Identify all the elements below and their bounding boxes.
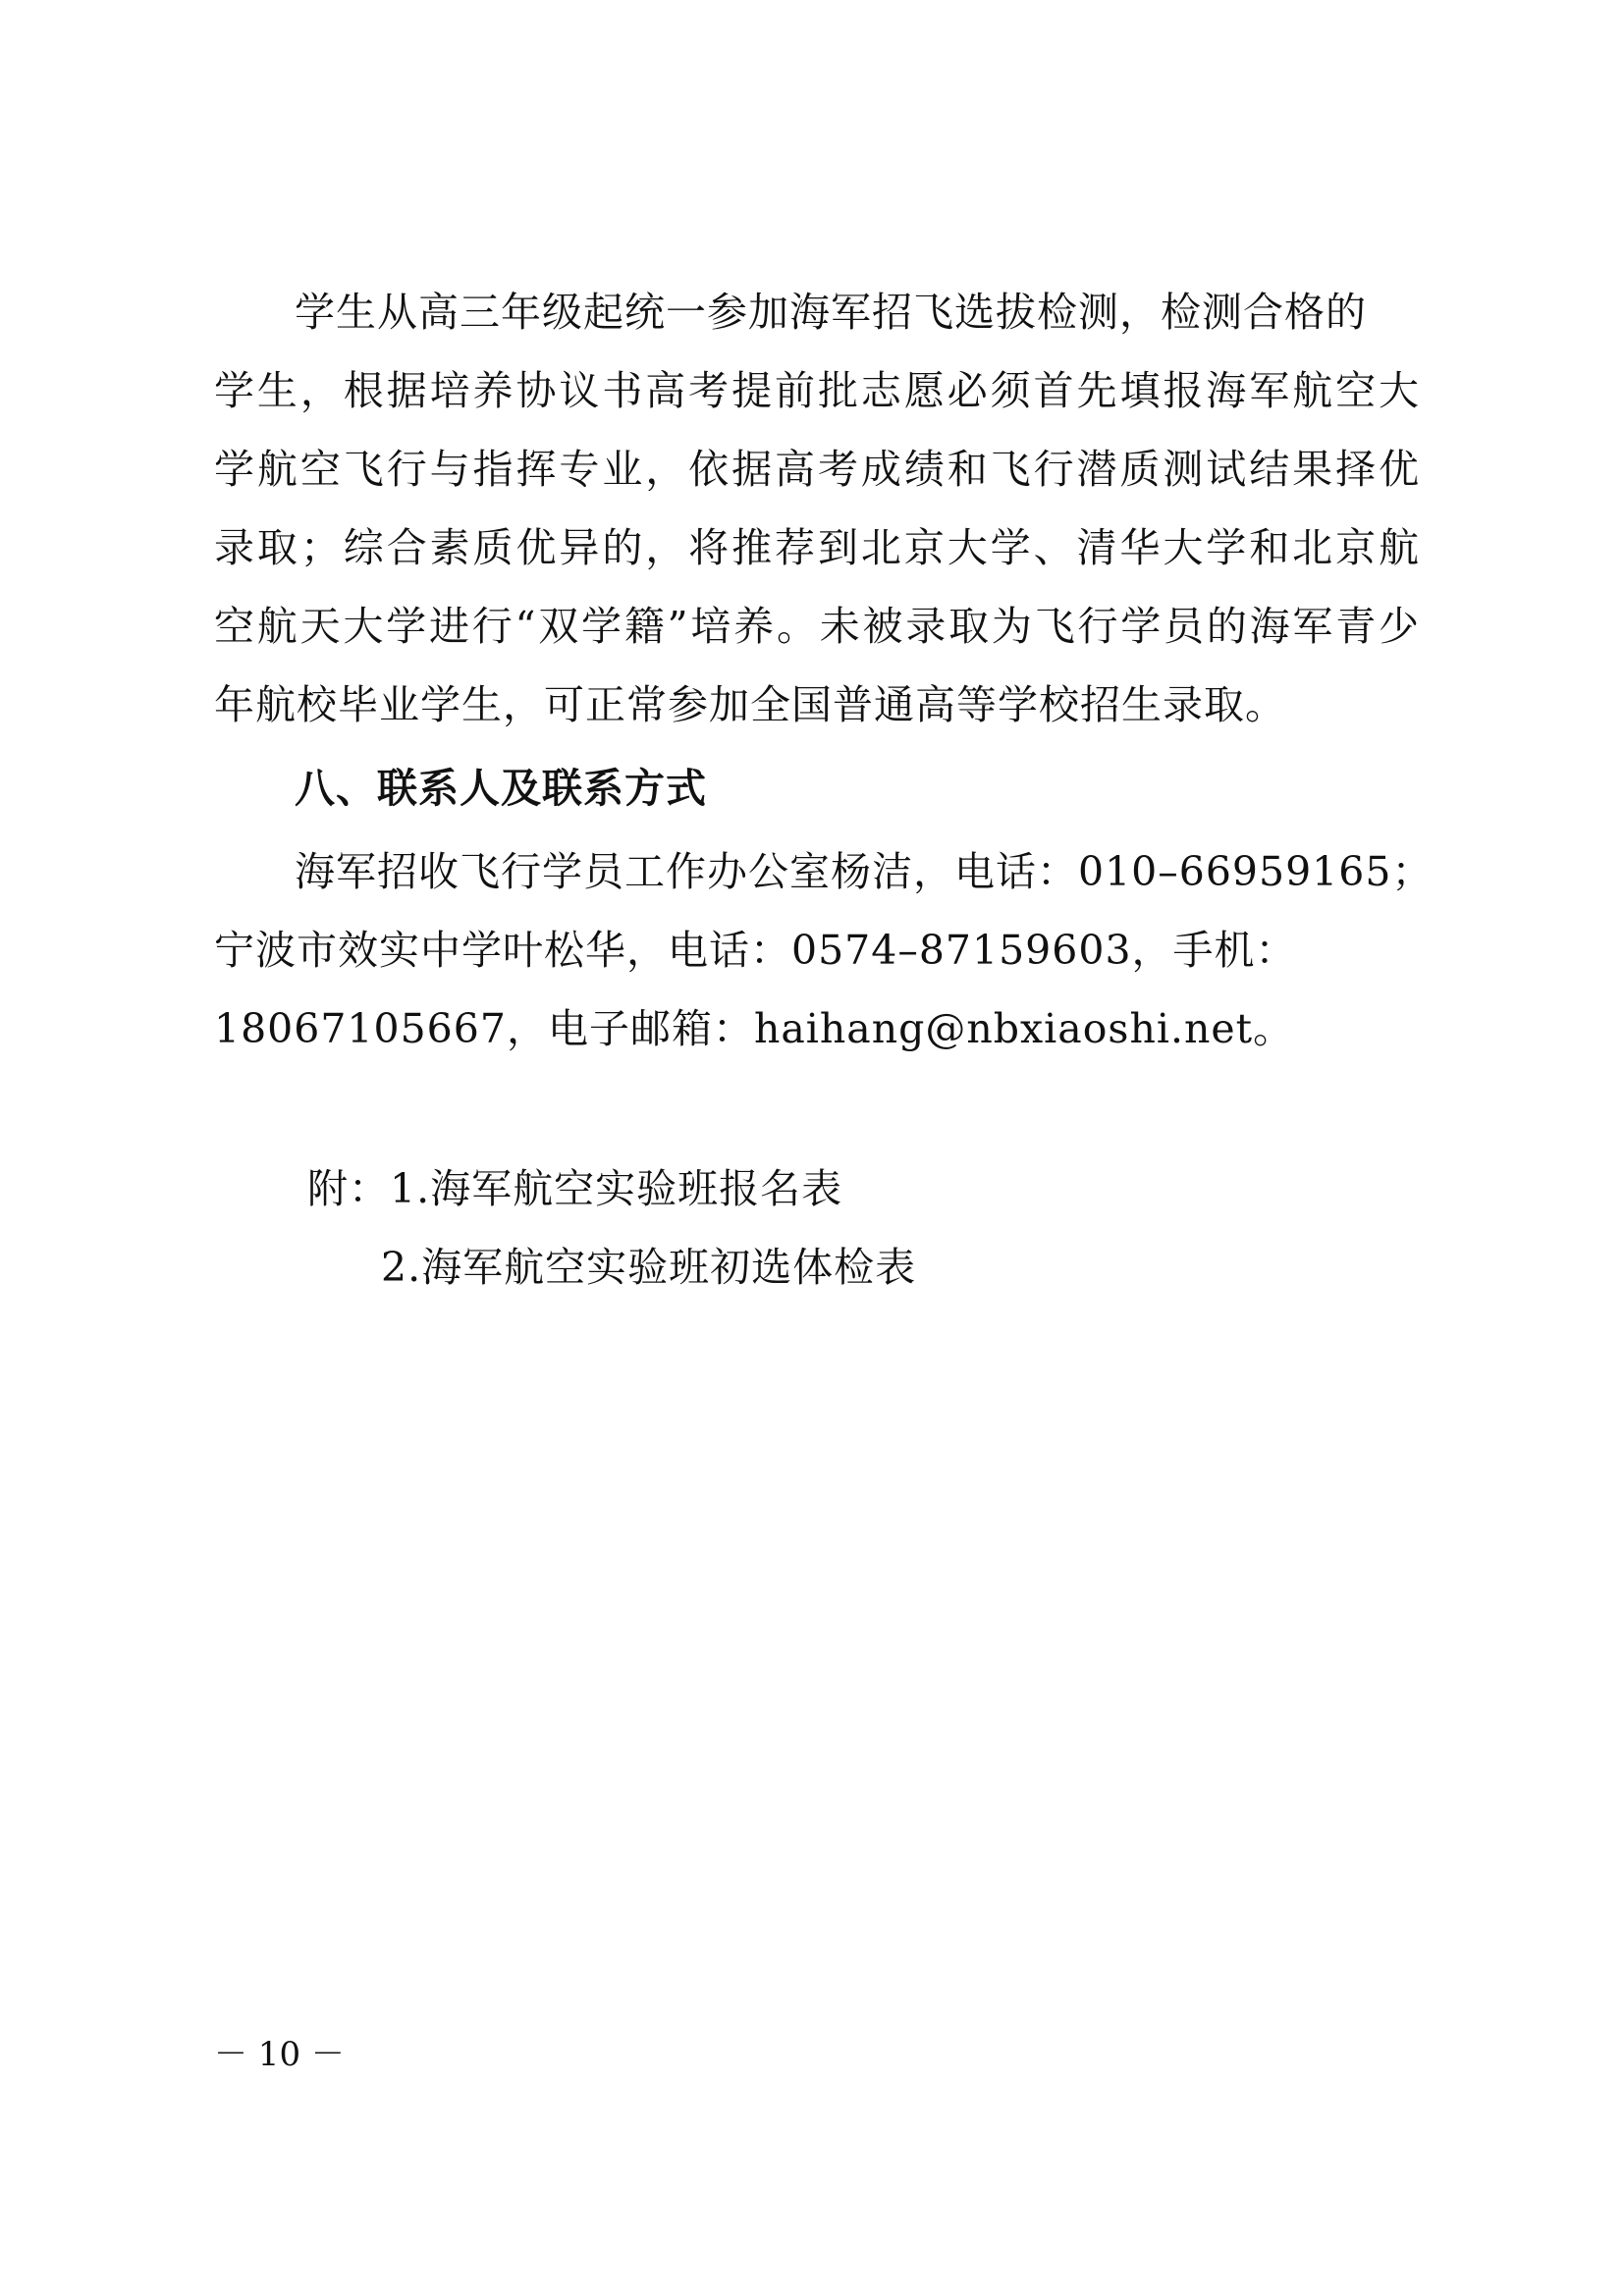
contact-line: 海军招收飞行学员工作办公室杨洁，电话：010–66959165； — [295, 848, 1434, 895]
paragraph-line: 录取；综合素质优异的，将推荐到北京大学、清华大学和北京航 — [214, 524, 1420, 571]
paragraph-line: 学生从高三年级起统一参加海军招飞选拔检测，检测合格的 — [295, 289, 1367, 336]
attachment-line-2: 2.海军航空实验班初选体检表 — [381, 1244, 917, 1291]
paragraph-line: 年航校毕业学生，可正常参加全国普通高等学校招生录取。 — [214, 681, 1286, 728]
section-heading: 八、联系人及联系方式 — [295, 765, 707, 812]
paragraph-line: 学生，根据培养协议书高考提前批志愿必须首先填报海军航空大 — [214, 367, 1420, 414]
paragraph-line: 空航天大学进行“双学籍”培养。未被录取为飞行学员的海军青少 — [214, 603, 1420, 650]
paragraph-line: 学航空飞行与指挥专业，依据高考成绩和飞行潜质测试结果择优 — [214, 446, 1420, 493]
attachment-line-1: 附：1.海军航空实验班报名表 — [307, 1165, 843, 1212]
contact-line: 宁波市效实中学叶松华，电话：0574–87159603，手机： — [214, 927, 1297, 974]
page-number: － 10 － — [214, 2035, 345, 2074]
contact-line: 18067105667，电子邮箱：haihang@nbxiaoshi.net。 — [214, 1005, 1295, 1052]
